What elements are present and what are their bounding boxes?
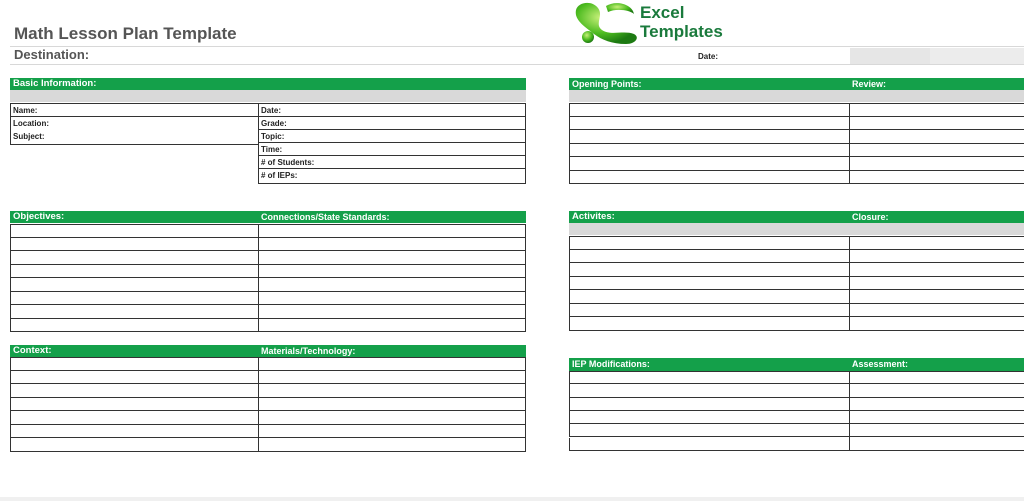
basic-info-header-label: Basic Information: <box>13 78 97 89</box>
field-date-label: Date: <box>261 106 282 115</box>
iep-grid-row[interactable] <box>569 398 1024 411</box>
opening-grid-row[interactable] <box>569 157 1024 171</box>
iep-grid-row[interactable] <box>569 384 1024 397</box>
field-ieps-label: # of IEPs: <box>261 171 298 180</box>
context-grid-row[interactable] <box>10 357 526 371</box>
field-topic-label: Topic: <box>261 132 285 141</box>
objectives-grid-row[interactable] <box>10 319 526 333</box>
field-ieps[interactable] <box>258 169 526 184</box>
field-location[interactable] <box>10 117 259 130</box>
iep-grid-row[interactable] <box>569 371 1024 384</box>
page-title: Math Lesson Plan Template <box>14 24 237 43</box>
context-grid-row[interactable] <box>10 411 526 425</box>
activities-grid-row[interactable] <box>569 290 1024 304</box>
context-header-left: Context: <box>13 345 52 356</box>
field-students-label: # of Students: <box>261 158 315 167</box>
field-time-label: Time: <box>261 145 283 154</box>
field-name[interactable] <box>10 104 259 117</box>
activities-grey-band <box>569 223 1024 235</box>
basic-info-header <box>10 78 526 90</box>
iep-header <box>569 358 1024 371</box>
objectives-grid-row[interactable] <box>10 251 526 265</box>
objectives-grid-row[interactable] <box>10 305 526 319</box>
opening-grid-row[interactable] <box>569 144 1024 158</box>
field-location-label: Location: <box>13 119 49 128</box>
context-header <box>10 345 526 357</box>
logo-text-line2: Templates <box>640 22 723 41</box>
destination-divider <box>10 64 1024 65</box>
opening-grid-column-divider <box>849 103 850 184</box>
field-grade-label: Grade: <box>261 119 287 128</box>
destination-label: Destination: <box>14 47 90 62</box>
field-subject-label: Subject: <box>13 132 45 141</box>
field-grade[interactable] <box>258 117 526 130</box>
activities-header-left: Activites: <box>572 211 615 222</box>
objectives-grid-row[interactable] <box>10 265 526 279</box>
activities-header <box>569 211 1024 223</box>
activities-grid-row[interactable] <box>569 263 1024 277</box>
logo-swirl-icon <box>572 0 642 46</box>
objectives-grid-row[interactable] <box>10 292 526 306</box>
activities-grid-row[interactable] <box>569 236 1024 250</box>
field-subject[interactable] <box>10 130 259 145</box>
opening-header-left: Opening Points: <box>572 79 642 89</box>
date-input-extension[interactable] <box>930 48 1024 64</box>
opening-grid-row[interactable] <box>569 130 1024 144</box>
field-topic[interactable] <box>258 130 526 143</box>
iep-header-right: Assessment: <box>852 359 909 369</box>
field-date[interactable] <box>258 104 526 117</box>
activities-header-right: Closure: <box>852 212 889 222</box>
basic-info-grey-band <box>10 90 526 102</box>
sheet-bottom-edge <box>0 497 1024 501</box>
logo-text-line1: Excel <box>640 3 685 22</box>
objectives-grid-row[interactable] <box>10 238 526 252</box>
date-label: Date: <box>698 52 719 61</box>
context-grid-row[interactable] <box>10 384 526 398</box>
context-grid-row[interactable] <box>10 425 526 439</box>
activities-grid-row[interactable] <box>569 317 1024 331</box>
activities-grid-column-divider <box>849 236 850 331</box>
iep-header-left: IEP Modifications: <box>572 359 650 369</box>
field-time[interactable] <box>258 143 526 156</box>
opening-header <box>569 78 1024 90</box>
activities-grid-row[interactable] <box>569 304 1024 318</box>
iep-grid-row[interactable] <box>569 411 1024 424</box>
opening-grid-row[interactable] <box>569 103 1024 117</box>
field-name-label: Name: <box>13 106 38 115</box>
context-header-right: Materials/Technology: <box>261 346 356 356</box>
objectives-grid-row[interactable] <box>10 278 526 292</box>
activities-grid-row[interactable] <box>569 250 1024 264</box>
context-grid-row[interactable] <box>10 438 526 452</box>
iep-grid-row[interactable] <box>569 424 1024 437</box>
title-divider <box>10 46 1024 47</box>
context-grid-row[interactable] <box>10 371 526 385</box>
opening-grey-band <box>569 90 1024 102</box>
context-grid-column-divider <box>258 357 259 452</box>
field-students[interactable] <box>258 156 526 169</box>
objectives-grid-column-divider <box>258 224 259 332</box>
objectives-grid-row[interactable] <box>10 224 526 238</box>
opening-grid-row[interactable] <box>569 171 1024 185</box>
objectives-header-right: Connections/State Standards: <box>261 212 390 222</box>
context-grid-row[interactable] <box>10 398 526 412</box>
opening-header-right: Review: <box>852 79 887 89</box>
activities-grid-row[interactable] <box>569 277 1024 291</box>
iep-grid-row[interactable] <box>569 438 1024 451</box>
objectives-header-left: Objectives: <box>13 211 65 222</box>
iep-grid-column-divider <box>849 371 850 451</box>
objectives-header <box>10 211 526 223</box>
opening-grid-row[interactable] <box>569 117 1024 131</box>
